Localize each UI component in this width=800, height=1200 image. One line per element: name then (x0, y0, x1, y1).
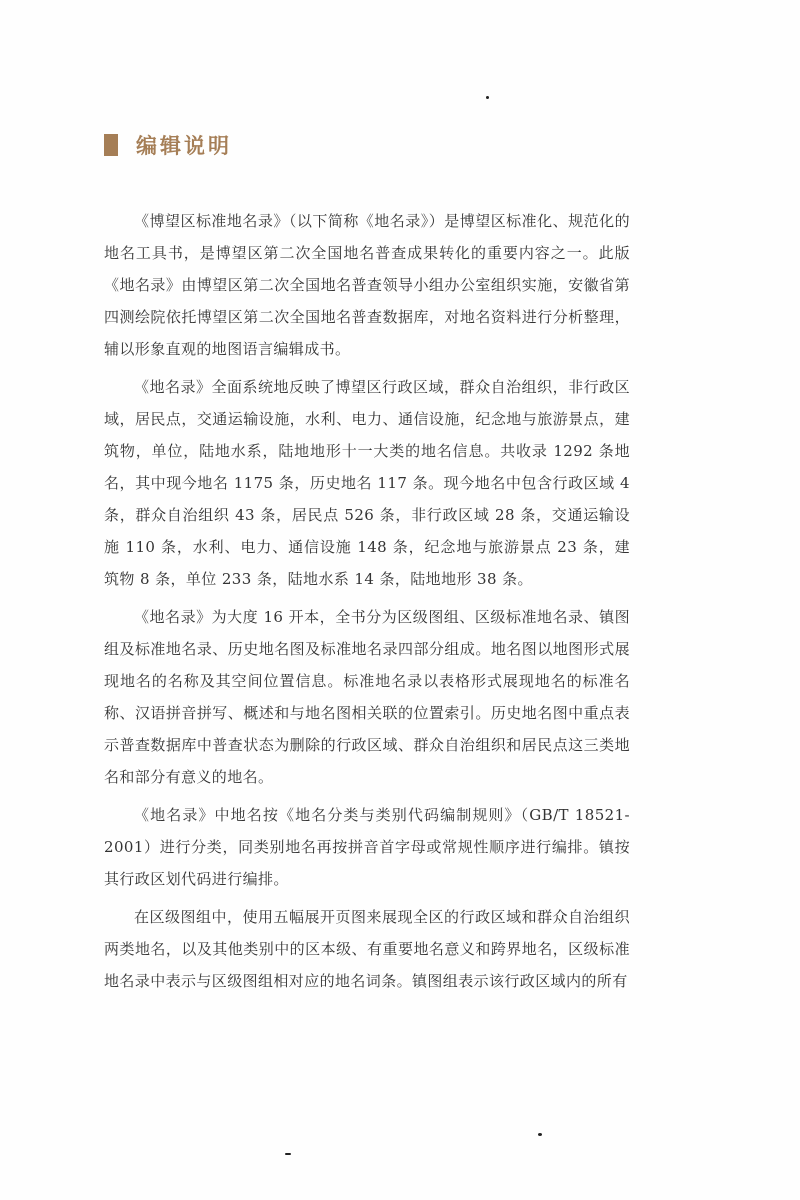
heading-title: 编辑说明 (136, 134, 232, 158)
body-text (104, 205, 630, 1003)
paragraph-1: 《博望区标准地名录》（以下简称《地名录》）是博望区标准化、规范化的地名工具书，是博望区第二次全国地名普查成果转化的重要内容之一。此版《地名录》由博望区第二次全国地名普查领导小组办公室组织实施，安徽省第四测绘院依托博望区第二次全国地名普查数据库，对地名资料进行分析整理，辅以形象直观的地图语言编辑成书。 (104, 212, 630, 358)
heading-marker (104, 134, 118, 156)
scan-speck (285, 1153, 291, 1155)
section-heading (104, 128, 232, 162)
paragraph-3: 《地名录》为大度 16 开本，全书分为区级图组、区级标准地名录、镇图组及标准地名录、历史地名图及标准地名录四部分组成。地名图以地图形式展现地名的名称及其空间位置信息。标准地名录以表格形式展现地名的标准名称、汉语拼音拼写、概述和与地名图相关联的位置索引。历史地名图中重点表示普查数据库中普查状态为删除的行政区域、群众自治组织和居民点这三类地名和部分有意义的地名。 (104, 608, 630, 786)
paragraph-4: 《地名录》中地名按《地名分类与类别代码编制规则》（GB/T 18521-2001）进行分类，同类别地名再按拼音首字母或常规性顺序进行编排。镇按其行政区划代码进行编排。 (104, 806, 630, 888)
paragraph-5: 在区级图组中，使用五幅展开页图来展现全区的行政区域和群众自治组织两类地名，以及其他类别中的区本级、有重要地名意义和跨界地名，区级标准地名录中表示与区级图组相对应的地名词条。镇图组表示该行政区域内的所有 (104, 908, 630, 990)
paragraph-2: 《地名录》全面系统地反映了博望区行政区域，群众自治组织，非行政区域，居民点，交通运输设施，水利、电力、通信设施，纪念地与旅游景点，建筑物，单位，陆地水系，陆地地形十一大类的地名信息。共收录 1292 条地名，其中现今地名 1175 条，历史地名 117 条。现今地名中包含行政区域 4 条，群众自治组织 43 条，居民点 526 条，非行政区域 28 条，交通运输设施 110 条，水利、电力、通信设施 148 条，纪念地与旅游景点 23 条，建筑物 8 条，单位 233 条，陆地水系 14 条，陆地地形 38 条。 (104, 378, 630, 588)
scan-speck (486, 96, 489, 99)
scan-speck (538, 1133, 542, 1136)
